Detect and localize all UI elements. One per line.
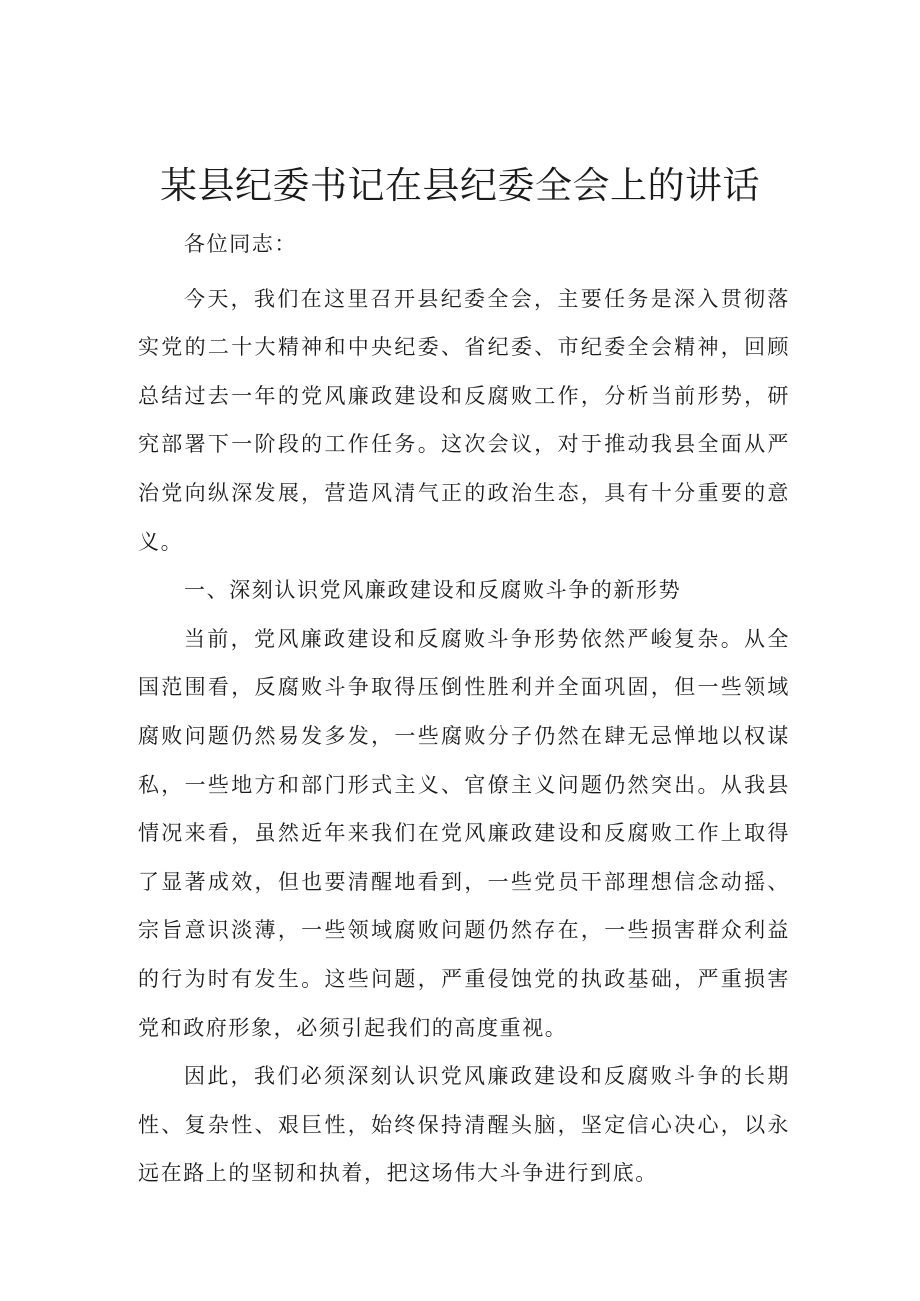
paragraph-intro: 今天，我们在这里召开县纪委全会，主要任务是深入贯彻落实党的二十大精神和中央纪委、省纪委、市纪委全会精神，回顾总结过去一年的党风廉政建设和反腐败工作，分析当前形势，研究部署下一阶段的工作任务。这次会议，对于推动我县全面从严治党向纵深发展，营造风清气正的政治生态，具有十分重要的意义。 <box>138 286 790 554</box>
salutation: 各位同志： <box>184 232 297 256</box>
document-body <box>138 220 790 1198</box>
section-heading-1: 一、深刻认识党风廉政建设和反腐败斗争的新形势 <box>184 578 682 603</box>
paragraph-situation: 当前，党风廉政建设和反腐败斗争形势依然严峻复杂。从全国范围看，反腐败斗争取得压倒性胜利并全面巩固，但一些领域腐败问题仍然易发多发，一些腐败分子仍然在肆无忌惮地以权谋私，一些地方和部门形式主义、官僚主义问题仍然突出。从我县情况来看，虽然近年来我们在党风廉政建设和反腐败工作上取得了显著成效，但也要清醒地看到，一些党员干部理想信念动摇、宗旨意识淡薄，一些领域腐败问题仍然存在，一些损害群众利益的行为时有发生。这些问题，严重侵蚀党的执政基础，严重损害党和政府形象，必须引起我们的高度重视。 <box>138 626 790 1040</box>
document-title: 某县纪委书记在县纪委全会上的讲话 <box>160 164 760 207</box>
paragraph-conclusion: 因此，我们必须深刻认识党风廉政建设和反腐败斗争的长期性、复杂性、艰巨性，始终保持清醒头脑，坚定信心决心，以永远在路上的坚韧和执着，把这场伟大斗争进行到底。 <box>138 1064 790 1186</box>
